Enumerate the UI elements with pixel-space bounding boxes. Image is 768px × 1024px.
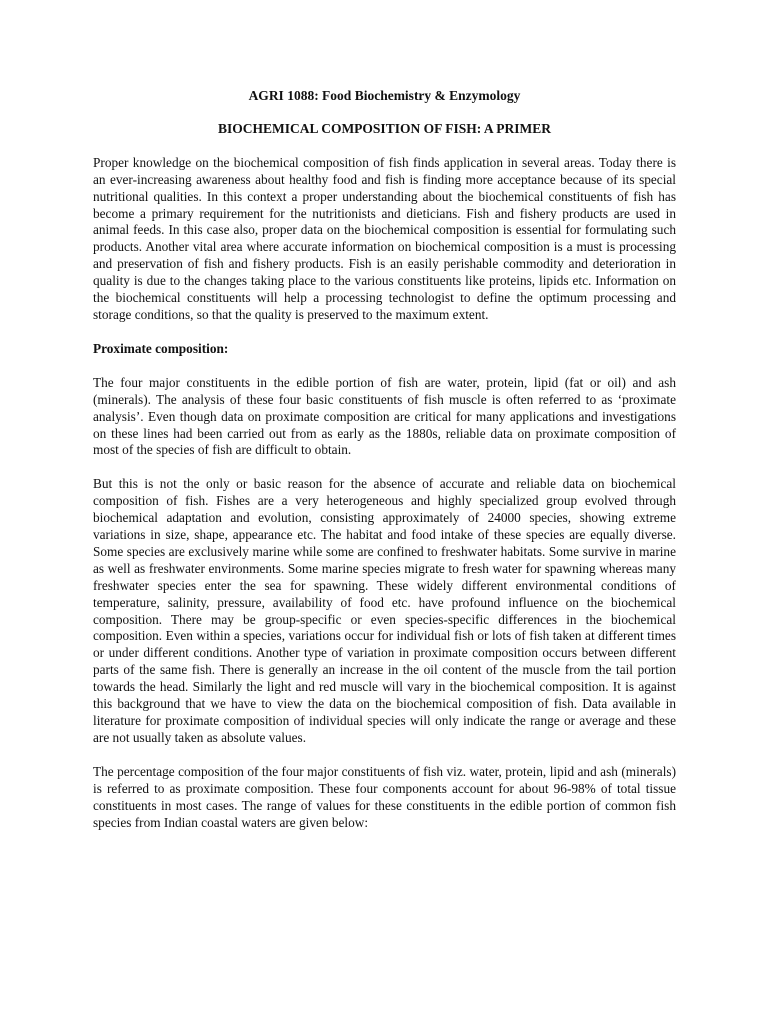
section-paragraph-1: The four major constituents in the edible portion of fish are water, protein, lipid (fat or oil) and ash (minerals). The analysis of these four basic constituents of fish muscle is often referred to as ‘proximate analysis’. Even though data on proximate composition are critical for many applications and investigations on these lines had been carried out from as early as the 1880s, reliable data on proximate composition of most of the species of fish are difficult to obtain. — [93, 374, 676, 458]
document-title: BIOCHEMICAL COMPOSITION OF FISH: A PRIMER — [218, 120, 551, 136]
section-heading: Proximate composition: — [93, 340, 229, 356]
section-paragraph-3: The percentage composition of the four major constituents of fish viz. water, protein, lipid and ash (minerals) is referred to as proximate composition. These four components account for about 96-98% of total tissue constituents in most cases. The range of values for these constituents in the edible portion of common fish species from Indian coastal waters are given below: — [93, 763, 676, 830]
section-paragraph-2: But this is not the only or basic reason for the absence of accurate and reliable data on biochemical composition of fish. Fishes are a very heterogeneous and highly specialized group evolved through biochemical adaptation and evolution, consisting approximately of 24000 species, showing extreme variations in size, shape, appearance etc. The habitat and food intake of these species are equally diverse. Some species are exclusively marine while some are confined to freshwater habitats. Some survive in marine as well as freshwater environments. Some marine species migrate to fresh water for spawning whereas many freshwater species enter the sea for spawning. These widely different environmental conditions of temperature, salinity, pressure, availability of food etc. have profound influence on the biochemical composition. There may be group-specific or even species-specific differences in the biochemical composition. Even within a species, variations occur for individual fish or lots of fish taken at different times or under different conditions. Another type of variation in proximate composition occurs between different parts of the same fish. There is generally an increase in the oil content of the muscle from the tail portion towards the head. Similarly the light and red muscle will vary in the biochemical composition. It is against this background that we have to view the data on the biochemical composition of fish. Data available in literature for proximate composition of individual species will only indicate the range or average and these are not usually taken as absolute values. — [93, 476, 676, 745]
course-title: AGRI 1088: Food Biochemistry & Enzymology — [248, 88, 521, 103]
intro-paragraph: Proper knowledge on the biochemical composition of fish finds application in several areas. Today there is an ever-increasing awareness about healthy food and fish is finding more acceptance because of its special nutritional qualities. In this context a proper understanding about the biochemical constituents of fish has become a primary requirement for the nutritionists and dieticians. Fish and fishery products are used in animal feeds. In this case also, proper data on the biochemical composition is essential for formulating such products. Another vital area where accurate information on biochemical composition is a must is processing and preservation of fish and fishery products. Fish is an easily perishable commodity and deterioration in quality is due to the changes taking place to the various constituents like proteins, lipids etc. Information on the biochemical constituents will help a processing technologist to define the optimum processing and storage conditions, so that the quality is preserved to the maximum extent. — [93, 154, 676, 322]
document-body — [93, 88, 676, 848]
